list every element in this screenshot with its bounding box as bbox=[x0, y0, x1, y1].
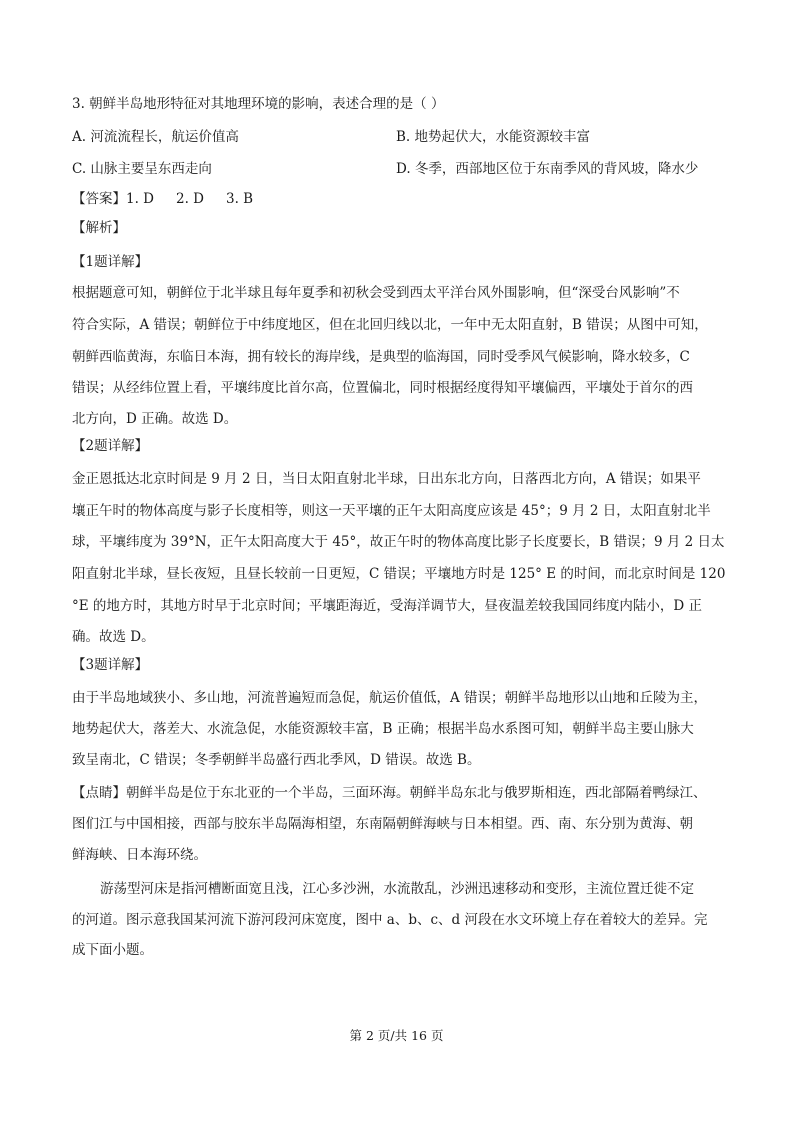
intro-line: 游荡型河床是指河槽断面宽且浅，江心多沙洲，水流散乱，沙洲迅速移动和变形，主流位置迁徙不定 bbox=[100, 881, 694, 897]
q2-line: °E 的地方时，其地方时早于北京时间；平壤距海近，受海洋调节大，昼夜温差较我国同纬度内陆小，D 正 bbox=[72, 598, 703, 614]
intro-line: 成下面小题。 bbox=[72, 942, 153, 958]
page-footer: 第 2 页/共 16 页 bbox=[349, 1028, 444, 1043]
answer-1: 1. D bbox=[126, 191, 154, 207]
q3-line: 由于半岛地域狭小、多山地，河流普遍短而急促，航运价值低，A 错误；朝鲜半岛地形以山地和丘陵为主， bbox=[72, 690, 708, 706]
q2-line: 金正恩抵达北京时间是 9 月 2 日，当日太阳直射北半球，日出东北方向，日落西北方向，A 错误；如果平 bbox=[72, 471, 701, 487]
option-a: A. 河流流程长，航运价值高 bbox=[72, 129, 239, 145]
q3-heading: 【3题详解】 bbox=[72, 657, 149, 673]
q3-line: 致呈南北，C 错误；冬季朝鲜半岛盛行西北季风，D 错误。故选 B。 bbox=[72, 752, 481, 768]
dianjing-line: 图们江与中国相接，西部与胶东半岛隔海相望，东南隔朝鲜海峡与日本相望。西、南、东分别为黄海、朝 bbox=[72, 816, 693, 832]
q1-line: 符合实际，A 错误；朝鲜位于中纬度地区，但在北回归线以北，一年中无太阳直射，B 错误；从图中可知， bbox=[72, 317, 708, 333]
dianjing-line: 【点睛】朝鲜半岛是位于东北亚的一个半岛，三面环海。朝鲜半岛东北与俄罗斯相连，西北部隔着鸭绿江、 bbox=[72, 785, 707, 801]
answer-2: 2. D bbox=[176, 191, 204, 207]
intro-line: 的河道。图示意我国某河流下游河段河床宽度，图中 a、b、c、d 河段在水文环境上存在着较大的差异。完 bbox=[72, 912, 708, 928]
answer-line bbox=[72, 190, 253, 208]
answer-3: 3. B bbox=[226, 191, 254, 207]
q2-line: 球，平壤纬度为 39°N，正午太阳高度大于 45°，故正午时的物体高度比影子长度要长，B 错误；9 月 2 日太 bbox=[72, 534, 725, 550]
q1-line: 北方向，D 正确。故选 D。 bbox=[72, 411, 238, 427]
q1-line: 根据题意可知，朝鲜位于北半球且每年夏季和初秋会受到西太平洋台风外围影响，但“深受台风影响”不 bbox=[72, 285, 680, 301]
q1-line: 朝鲜西临黄海，东临日本海，拥有较长的海岸线，是典型的临海国，同时受季风气候影响，降水较多，C bbox=[72, 349, 690, 365]
question-3-stem: 3. 朝鲜半岛地形特征对其地理环境的影响，表述合理的是（ ） bbox=[72, 96, 445, 112]
option-d: D. 冬季，西部地区位于东南季风的背风坡，降水少 bbox=[396, 161, 699, 177]
q2-heading: 【2题详解】 bbox=[72, 438, 149, 454]
q2-line: 确。故选 D。 bbox=[72, 629, 155, 645]
option-c: C. 山脉主要呈东西走向 bbox=[72, 161, 212, 177]
q1-line: 错误；从经纬位置上看，平壤纬度比首尔高，位置偏北，同时根据经度得知平壤偏西，平壤处于首尔的西 bbox=[72, 380, 693, 396]
option-b: B. 地势起伏大，水能资源较丰富 bbox=[396, 129, 591, 145]
q2-line: 阳直射北半球，昼长夜短，且昼长较前一日更短，C 错误；平壤地方时是 125° E 的时间，而北京时间是 120 bbox=[72, 566, 726, 582]
dianjing-line: 鲜海峡、日本海环绕。 bbox=[72, 847, 207, 863]
q2-line: 壤正午时的物体高度与影子长度相等，则这一天平壤的正午太阳高度应该是 45°；9 月 2 日，太阳直射北半 bbox=[72, 503, 711, 519]
answer-label: 【答案】 bbox=[72, 191, 126, 207]
analysis-label: 【解析】 bbox=[72, 220, 126, 236]
q1-heading: 【1题详解】 bbox=[72, 254, 149, 270]
q3-line: 地势起伏大，落差大、水流急促，水能资源较丰富，B 正确；根据半岛水系图可知，朝鲜半岛主要山脉大 bbox=[72, 721, 694, 737]
